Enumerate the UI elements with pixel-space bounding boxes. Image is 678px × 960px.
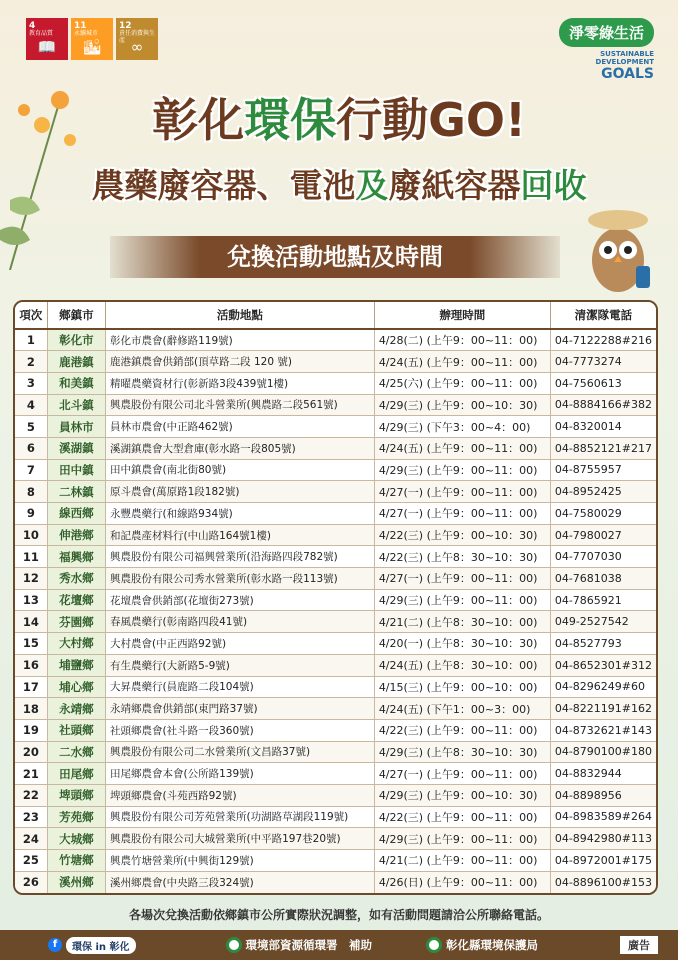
cell-idx: 6 <box>15 437 47 459</box>
cell-idx: 18 <box>15 698 47 720</box>
cell-idx: 20 <box>15 741 47 763</box>
cell-town: 北斗鎮 <box>47 394 105 416</box>
cell-idx: 1 <box>15 329 47 351</box>
cell-town: 二水鄉 <box>47 741 105 763</box>
cell-town: 永靖鄉 <box>47 698 105 720</box>
cell-time: 4/26(日) (上午9：00~11：00) <box>374 871 550 893</box>
cell-loc: 鹿港鎮農會供銷部(頂草路二段 120 號) <box>106 351 375 373</box>
sdg4-number: 4 <box>29 21 36 31</box>
organizer-org <box>426 937 538 953</box>
sdg12-number: 12 <box>119 21 132 31</box>
table-row <box>15 459 656 481</box>
cell-town: 芳苑鄉 <box>47 806 105 828</box>
cell-idx: 3 <box>15 372 47 394</box>
table-row <box>15 416 656 438</box>
cell-phone: 04-8296249#60 <box>550 676 656 698</box>
sdg12-icon <box>116 18 158 60</box>
cell-phone: 04-7773274 <box>550 351 656 373</box>
cell-loc: 興農股份有限公司秀水營業所(彰水路一段113號) <box>106 568 375 590</box>
cell-time: 4/21(二) (上午8：30~10：00) <box>374 611 550 633</box>
cell-town: 溪州鄉 <box>47 871 105 893</box>
cell-idx: 11 <box>15 546 47 568</box>
header-phone: 清潔隊電話 <box>550 302 656 329</box>
table-row <box>15 741 656 763</box>
cell-town: 芬園鄉 <box>47 611 105 633</box>
cell-loc: 興農股份有限公司福興營業所(沿海路四段782號) <box>106 546 375 568</box>
cell-idx: 7 <box>15 459 47 481</box>
cell-town: 鹿港鎮 <box>47 351 105 373</box>
cell-phone: 04-8755957 <box>550 459 656 481</box>
cell-loc: 溪州鄉農會(中央路三段324號) <box>106 871 375 893</box>
cell-time: 4/24(五) (下午1：00~3：00) <box>374 698 550 720</box>
cell-town: 竹塘鄉 <box>47 850 105 872</box>
table-row <box>15 806 656 828</box>
cell-town: 溪湖鎮 <box>47 437 105 459</box>
cell-loc: 有生農藥行(大新路5-9號) <box>106 654 375 676</box>
table-row <box>15 850 656 872</box>
table-row <box>15 329 656 351</box>
cell-idx: 13 <box>15 589 47 611</box>
title-part-3: 行動GO! <box>336 93 526 147</box>
cell-time: 4/29(三) (上午9：00~11：00) <box>374 459 550 481</box>
table-row <box>15 763 656 785</box>
cell-time: 4/20(一) (上午8：30~10：30) <box>374 633 550 655</box>
cell-time: 4/27(一) (上午9：00~11：00) <box>374 481 550 503</box>
brand-subtitle <box>559 51 654 66</box>
cell-loc: 社頭鄉農會(社斗路一段360號) <box>106 719 375 741</box>
cell-town: 和美鎮 <box>47 372 105 394</box>
cell-phone: 04-7560613 <box>550 372 656 394</box>
sdg4-icon <box>26 18 68 60</box>
cell-loc: 精曜農藥資材行(彰新路3段439號1樓) <box>106 372 375 394</box>
cell-idx: 9 <box>15 503 47 525</box>
table-row <box>15 351 656 373</box>
title-part-1: 彰化 <box>152 93 245 147</box>
organizer-label: 彰化縣環境保護局 <box>446 938 539 952</box>
owl-mascot-icon <box>578 200 658 300</box>
table-row <box>15 611 656 633</box>
cell-idx: 16 <box>15 654 47 676</box>
cell-idx: 23 <box>15 806 47 828</box>
cell-phone: 04-7681038 <box>550 568 656 590</box>
table-row <box>15 654 656 676</box>
cell-idx: 15 <box>15 633 47 655</box>
table-row <box>15 437 656 459</box>
table-row <box>15 372 656 394</box>
cell-idx: 12 <box>15 568 47 590</box>
table-row <box>15 546 656 568</box>
cell-loc: 春風農藥行(彰南路四段41號) <box>106 611 375 633</box>
city-icon: 🏙 <box>82 37 102 56</box>
cell-loc: 興農股份有限公司二水營業所(文昌路37號) <box>106 741 375 763</box>
cell-loc: 永豐農藥行(和線路934號) <box>106 503 375 525</box>
cell-idx: 24 <box>15 828 47 850</box>
cell-town: 伸港鄉 <box>47 524 105 546</box>
cell-town: 埤頭鄉 <box>47 784 105 806</box>
cell-time: 4/25(六) (上午9：00~11：00) <box>374 372 550 394</box>
cell-idx: 4 <box>15 394 47 416</box>
cell-phone: 04-8790100#180 <box>550 741 656 763</box>
facebook-label: 環保 in 彰化 <box>66 937 136 954</box>
cell-phone: 04-8942980#113 <box>550 828 656 850</box>
cell-time: 4/27(一) (上午9：00~11：00) <box>374 503 550 525</box>
ad-badge: 廣告 <box>620 936 658 954</box>
cell-loc: 彰化市農會(辭修路119號) <box>106 329 375 351</box>
section-ribbon: 兌換活動地點及時間 <box>110 236 560 278</box>
table-row <box>15 676 656 698</box>
brand-sub1: SUSTAINABLE <box>600 50 654 58</box>
cell-loc: 員林市農會(中正路462號) <box>106 416 375 438</box>
cell-time: 4/28(二) (上午9：00~11：00) <box>374 329 550 351</box>
cell-idx: 10 <box>15 524 47 546</box>
cell-phone: 04-7707030 <box>550 546 656 568</box>
epb-emblem-icon <box>426 937 442 953</box>
cell-time: 4/29(三) (上午9：00~11：00) <box>374 828 550 850</box>
cell-phone: 04-8952425 <box>550 481 656 503</box>
table-row <box>15 524 656 546</box>
cell-loc: 永靖鄉農會供銷部(東門路37號) <box>106 698 375 720</box>
cell-phone: 04-8983589#264 <box>550 806 656 828</box>
cell-loc: 溪湖鎮農會大型倉庫(彰水路一段805號) <box>106 437 375 459</box>
infinity-icon: ∞ <box>130 37 144 56</box>
book-icon: 📖 <box>37 37 57 56</box>
cell-phone: 04-8832944 <box>550 763 656 785</box>
subtitle-part-1: 農藥廢容器、電池 <box>91 166 356 205</box>
cell-loc: 原斗農會(萬原路1段182號) <box>106 481 375 503</box>
cell-phone: 04-7122288#216 <box>550 329 656 351</box>
cell-phone: 04-7865921 <box>550 589 656 611</box>
cell-time: 4/24(五) (上午9：00~11：00) <box>374 437 550 459</box>
net-zero-logo <box>559 18 654 82</box>
cell-phone: 04-7980027 <box>550 524 656 546</box>
cell-loc: 田尾鄉農會本會(公所路139號) <box>106 763 375 785</box>
cell-idx: 17 <box>15 676 47 698</box>
header-location: 活動地點 <box>106 302 375 329</box>
cell-idx: 25 <box>15 850 47 872</box>
table-row <box>15 568 656 590</box>
cell-time: 4/27(一) (上午9：00~11：00) <box>374 568 550 590</box>
cell-loc: 埤頭鄉農會(斗苑西路92號) <box>106 784 375 806</box>
table-row <box>15 719 656 741</box>
cell-time: 4/15(三) (上午9：00~10：00) <box>374 676 550 698</box>
table-row <box>15 481 656 503</box>
schedule-table <box>13 300 658 895</box>
cell-phone: 049-2527542 <box>550 611 656 633</box>
subtitle-part-4: 回收 <box>520 166 587 205</box>
cell-phone: 04-8320014 <box>550 416 656 438</box>
footer-bar <box>0 930 678 960</box>
cell-loc: 興農股份有限公司北斗營業所(興農路二段561號) <box>106 394 375 416</box>
cell-loc: 和記農產材料行(中山路164號1樓) <box>106 524 375 546</box>
table-row <box>15 394 656 416</box>
cell-town: 彰化市 <box>47 329 105 351</box>
cell-idx: 21 <box>15 763 47 785</box>
cell-town: 花壇鄉 <box>47 589 105 611</box>
cell-idx: 14 <box>15 611 47 633</box>
cell-phone: 04-8884166#382 <box>550 394 656 416</box>
header-idx: 項次 <box>15 302 47 329</box>
table-row <box>15 633 656 655</box>
cell-town: 田尾鄉 <box>47 763 105 785</box>
cell-idx: 2 <box>15 351 47 373</box>
cell-loc: 興農竹塘營業所(中興街129號) <box>106 850 375 872</box>
cell-time: 4/24(五) (上午9：00~11：00) <box>374 351 550 373</box>
cell-town: 埔心鄉 <box>47 676 105 698</box>
brand-goals: GOALS <box>601 66 654 83</box>
header-time: 辦理時間 <box>374 302 550 329</box>
title-part-2: 環保 <box>244 93 337 147</box>
cell-time: 4/29(三) (下午3：00~4：00) <box>374 416 550 438</box>
cell-phone: 04-8898956 <box>550 784 656 806</box>
cell-town: 社頭鄉 <box>47 719 105 741</box>
cell-town: 員林市 <box>47 416 105 438</box>
brand-badge: 淨零綠生活 <box>559 18 654 47</box>
cell-idx: 5 <box>15 416 47 438</box>
subtitle <box>0 160 678 207</box>
cell-time: 4/21(二) (上午9：00~11：00) <box>374 850 550 872</box>
cell-phone: 04-8852121#217 <box>550 437 656 459</box>
sdg11-icon <box>71 18 113 60</box>
cell-loc: 興農股份有限公司芳苑營業所(功湖路草湖段119號) <box>106 806 375 828</box>
cell-town: 二林鎮 <box>47 481 105 503</box>
cell-town: 秀水鄉 <box>47 568 105 590</box>
ministry-emblem-icon <box>226 937 242 953</box>
cell-phone: 04-8527793 <box>550 633 656 655</box>
table-row <box>15 503 656 525</box>
sdg4-label: 教育品質 <box>29 30 54 38</box>
brand-sub2: DEVELOPMENT <box>595 57 654 66</box>
table-row <box>15 589 656 611</box>
cell-time: 4/22(三) (上午9：00~11：00) <box>374 806 550 828</box>
cell-loc: 大昇農藥行(員鹿路二段104號) <box>106 676 375 698</box>
cell-phone: 04-8221191#162 <box>550 698 656 720</box>
cell-phone: 04-8652301#312 <box>550 654 656 676</box>
sdg11-label: 永續城市 <box>74 30 99 38</box>
table-row <box>15 784 656 806</box>
cell-loc: 花壇農會供銷部(花壇街273號) <box>106 589 375 611</box>
cell-town: 埔鹽鄉 <box>47 654 105 676</box>
sponsor-org <box>226 937 373 953</box>
cell-town: 線西鄉 <box>47 503 105 525</box>
cell-town: 田中鎮 <box>47 459 105 481</box>
cell-town: 福興鄉 <box>47 546 105 568</box>
cell-phone: 04-8972001#175 <box>550 850 656 872</box>
table-row <box>15 828 656 850</box>
cell-loc: 興農股份有限公司大城營業所(中平路197巷20號) <box>106 828 375 850</box>
header-town: 鄉鎮市 <box>47 302 105 329</box>
cell-time: 4/27(一) (上午9：00~11：00) <box>374 763 550 785</box>
cell-idx: 19 <box>15 719 47 741</box>
cell-idx: 8 <box>15 481 47 503</box>
main-title <box>0 84 678 150</box>
sdg-icons <box>26 18 158 60</box>
cell-time: 4/24(五) (上午8：30~10：00) <box>374 654 550 676</box>
cell-time: 4/22(三) (上午9：00~10：30) <box>374 524 550 546</box>
sdg11-number: 11 <box>74 21 87 31</box>
cell-town: 大村鄉 <box>47 633 105 655</box>
cell-time: 4/29(三) (上午9：00~11：00) <box>374 589 550 611</box>
cell-loc: 田中鎮農會(南北街80號) <box>106 459 375 481</box>
cell-idx: 26 <box>15 871 47 893</box>
facebook-link[interactable] <box>48 937 136 954</box>
facebook-icon: f <box>48 938 62 952</box>
table-row <box>15 698 656 720</box>
table-row <box>15 871 656 893</box>
cell-time: 4/22(三) (上午8：30~10：30) <box>374 546 550 568</box>
sdg12-label: 責任消費與生產 <box>119 30 156 45</box>
cell-idx: 22 <box>15 784 47 806</box>
cell-phone: 04-7580029 <box>550 503 656 525</box>
cell-time: 4/29(三) (上午9：00~10：30) <box>374 394 550 416</box>
table-header-row <box>15 302 656 329</box>
cell-time: 4/29(三) (上午8：30~10：30) <box>374 741 550 763</box>
cell-loc: 大村農會(中正西路92號) <box>106 633 375 655</box>
footnote: 各場次兌換活動依鄉鎮市公所實際狀況調整，如有活動問題請洽公所聯絡電話。 <box>128 908 549 922</box>
cell-town: 大城鄉 <box>47 828 105 850</box>
cell-time: 4/29(三) (上午9：00~10：30) <box>374 784 550 806</box>
subtitle-part-2: 及 <box>355 166 389 205</box>
subtitle-part-3: 廢紙容器 <box>388 166 521 205</box>
cell-time: 4/22(三) (上午9：00~11：00) <box>374 719 550 741</box>
cell-phone: 04-8732621#143 <box>550 719 656 741</box>
sponsor-label: 環境部資源循環署 補助 <box>245 938 373 952</box>
cell-phone: 04-8896100#153 <box>550 871 656 893</box>
